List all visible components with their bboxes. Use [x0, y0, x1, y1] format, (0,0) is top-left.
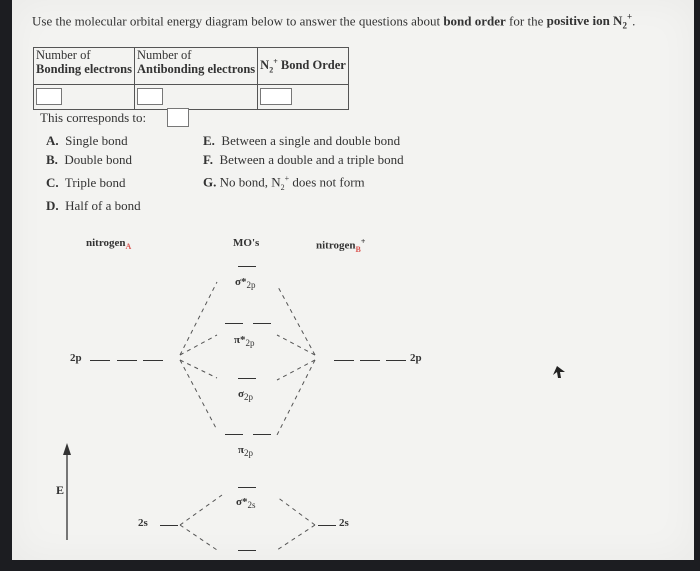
option-g-letter: G. — [203, 174, 217, 190]
mo-pi-2p-level-1 — [225, 434, 243, 435]
connector-2s-left-sigma-star — [180, 495, 222, 525]
header-bond-order-sup: + — [273, 56, 278, 66]
energy-label: E — [56, 483, 65, 497]
mo-header: MO's — [233, 237, 260, 249]
option-a-text: Single bond — [65, 133, 128, 148]
header-antibonding-line1: Number of — [136, 48, 192, 62]
option-b-letter: B. — [46, 152, 58, 167]
mo-sigma-2s-star-symbol: σ* — [236, 496, 248, 508]
mo-pi-2p-symbol: π — [238, 444, 245, 456]
option-c-letter: C. — [46, 175, 59, 190]
connector-2p-left-pi — [180, 360, 217, 430]
option-d-letter: D. — [46, 198, 59, 213]
mo-sigma-2s-star-label — [236, 496, 256, 510]
mo-sigma-2s-star-sub: 2s — [247, 500, 256, 511]
option-e-text: Between a single and double bond — [221, 133, 401, 148]
nitrogen-b-label: nitrogen — [316, 239, 356, 252]
option-e-letter: E. — [203, 133, 215, 148]
mo-pi-2p-star-symbol: π* — [234, 334, 246, 346]
option-g-suffix: does not form — [289, 174, 365, 190]
mo-diagram-connectors — [12, 0, 694, 560]
mo-pi-2p-sub: 2p — [244, 448, 254, 459]
mo-sigma-2p-label — [238, 388, 253, 402]
mo-pi-2p-star-level-1 — [225, 323, 243, 324]
nitrogen-a-sub: A — [125, 242, 132, 252]
mo-pi-2p-label — [238, 444, 253, 458]
connector-2p-right-pi — [277, 360, 315, 435]
mouse-cursor-icon — [553, 366, 565, 378]
header-bonding-line1: Number of — [36, 48, 91, 62]
header-bond-order-label: Bond Order — [277, 57, 346, 72]
connector-2p-left-sigma-star — [180, 282, 217, 355]
nitrogen-b-sup: + — [360, 237, 366, 246]
mo-pi-2p-star-level-2 — [253, 323, 271, 324]
left-2s-orbital — [160, 525, 178, 526]
header-bond-order-sub: 2 — [269, 65, 274, 75]
right-2p-orbital-2 — [360, 360, 380, 361]
mo-sigma-2p-symbol: σ — [238, 388, 244, 400]
mo-pi-2p-level-2 — [253, 434, 271, 435]
corresponds-label: This corresponds to: — [40, 110, 147, 125]
left-2p-orbital-1 — [90, 360, 110, 361]
mo-sigma-2p-star-sub: 2p — [246, 280, 256, 291]
question-sup: + — [626, 12, 633, 22]
mo-sigma-2p-star-label — [235, 276, 255, 290]
mo-sigma-2p-sub: 2p — [243, 392, 253, 403]
header-antibonding-line2: Antibonding electrons — [136, 62, 256, 76]
option-b-text: Double bond — [64, 152, 132, 167]
connector-2s-right-sigma-star — [277, 497, 315, 525]
header-bond-order-n: N — [260, 57, 270, 72]
option-f-letter: F. — [203, 152, 213, 167]
connector-2s-left-sigma — [180, 525, 217, 550]
right-2p-label: 2p — [410, 352, 422, 364]
connector-2s-right-sigma — [277, 525, 315, 550]
left-2p-orbital-3 — [143, 360, 163, 361]
question-mid: for the — [509, 13, 544, 29]
option-d-text: Half of a bond — [65, 198, 141, 213]
option-g-text: No bond, N — [219, 174, 281, 190]
question-bold-ion: positive ion N — [546, 13, 623, 29]
question-prefix: Use the molecular orbital energy diagram below to answer the questions about — [32, 13, 441, 29]
header-bonding-line2: Bonding electrons — [36, 62, 132, 76]
right-2s-orbital — [318, 525, 336, 526]
mo-sigma-2p-star-level — [238, 266, 256, 267]
right-2p-orbital-3 — [386, 360, 406, 361]
question-sub: 2 — [622, 20, 627, 31]
right-2p-orbital-1 — [334, 360, 354, 361]
nitrogen-a-label: nitrogen — [86, 237, 126, 249]
worksheet-page — [12, 0, 694, 560]
mo-pi-2p-star-label — [234, 334, 255, 348]
option-f-text: Between a double and a triple bond — [219, 152, 404, 167]
energy-arrowhead — [63, 443, 71, 455]
mo-sigma-2s-level — [238, 550, 256, 551]
option-g-sub: 2 — [280, 182, 285, 192]
question-bold-bond-order: bond order — [443, 13, 506, 29]
left-2p-orbital-2 — [117, 360, 137, 361]
mo-sigma-2p-level — [238, 378, 256, 379]
mo-sigma-2s-star-level — [238, 487, 256, 488]
left-2p-label: 2p — [70, 352, 82, 364]
connector-2p-left-sigma — [180, 360, 217, 378]
nitrogen-b-sub: B — [355, 244, 361, 254]
connector-2p-right-sigma-star — [277, 285, 315, 355]
right-2s-label: 2s — [339, 517, 349, 529]
option-g-sup: + — [284, 174, 290, 183]
connector-2p-right-sigma — [277, 360, 315, 380]
option-c-text: Triple bond — [64, 175, 126, 190]
option-a-letter: A. — [46, 133, 59, 148]
left-2s-label: 2s — [138, 517, 148, 529]
mo-sigma-2p-star-symbol: σ* — [235, 276, 247, 288]
mo-pi-2p-star-sub: 2p — [245, 338, 255, 349]
question-end: . — [632, 13, 636, 29]
